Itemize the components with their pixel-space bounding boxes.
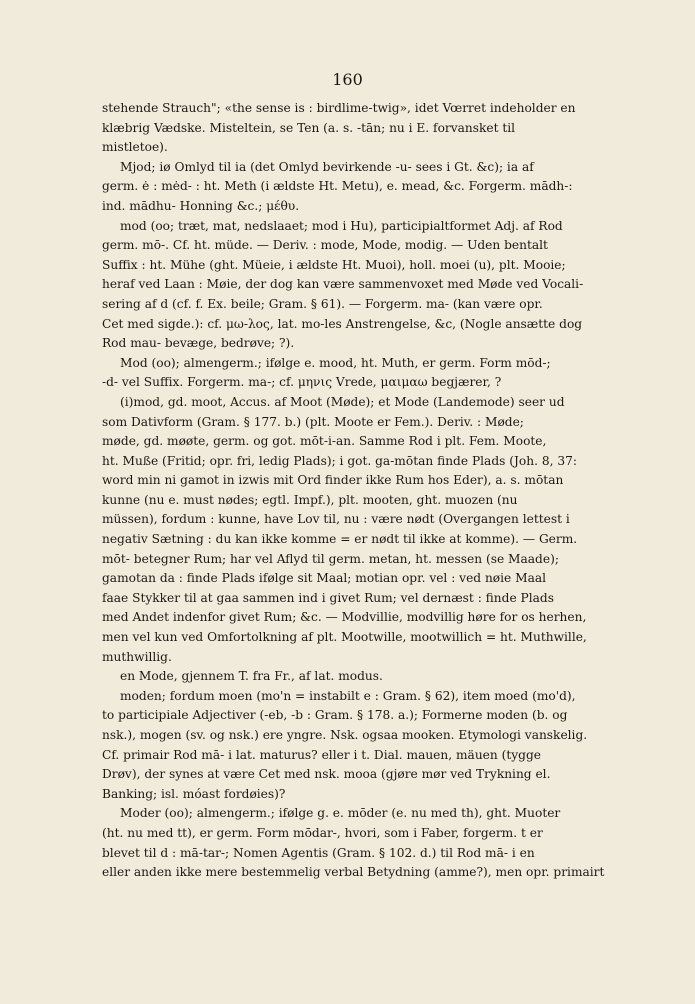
text-line: negativ Sætning : du kan ikke komme = er nødt til ikke at komme). — Germ. (102, 532, 578, 547)
text-line: heraf ved Laan : Møie, der dog kan være sammenvoxet med Møde ved Vocali- (102, 277, 584, 292)
text-line: klæbrig Vædske. Misteltein, se Ten (a. s. -tān; nu i E. forvansket til (102, 120, 516, 135)
text-line: (ht. nu med tt), er germ. Form mōdar-, hvori, som i Faber, forgerm. t er (102, 825, 543, 840)
text-body (102, 99, 648, 883)
text-line: to participiale Adjectiver (-eb, -b : Gram. § 178. a.); Formerne moden (b. og (102, 708, 568, 723)
text-line: Mod (oo); almengerm.; ifølge e. mood, ht. Muth, er germ. Form mōd-; (120, 355, 551, 370)
text-line: müssen), fordum : kunne, have Lov til, nu : være nødt (Overgangen lettest i (102, 512, 570, 527)
text-line: (i)mod, gd. moot, Accus. af Moot (Møde); et Mode (Landemode) seer ud (120, 394, 565, 409)
text-line: men vel kun ved Omfortolkning af plt. Mootwille, mootwillich = ht. Muthwille, (102, 630, 587, 645)
text-line: Banking; isl. móast fordøies)? (102, 786, 286, 801)
text-line: faae Stykker til at gaa sammen ind i givet Rum; vel dernæst : finde Plads (102, 590, 554, 605)
text-line: mōt- betegner Rum; har vel Aflyd til germ. metan, ht. messen (se Maade); (102, 551, 559, 566)
text-line: word min ni gamot in izwis mit Ord finder ikke Rum hos Eder), a. s. mōtan (102, 473, 564, 488)
text-line: Suffix : ht. Mühe (ght. Müeie, i ældste Ht. Muoi), holl. moei (u), plt. Mooie; (102, 257, 566, 272)
text-line: germ. ė : mėd- : ht. Meth (i ældste Ht. Metu), e. mead, &c. Forgerm. mādh-: (102, 179, 573, 194)
text-line: møde, gd. møøte, germ. og got. mōt-i-an. Samme Rod i plt. Fem. Moote, (102, 434, 547, 449)
text-line: Mjod; iø Omlyd til ia (det Omlyd bevirkende -u- sees i Gt. &c); ia af (120, 159, 534, 174)
text-line: nsk.), mogen (sv. og nsk.) ere yngre. Nsk. ogsaa mooken. Etymologi vanskelig. (102, 728, 588, 742)
text-line: gamotan da : finde Plads ifølge sit Maal; motian opr. vel : ved nøie Maal (102, 571, 547, 586)
text-line: ht. Muße (Fritid; opr. fri, ledig Plads); i got. ga-mōtan finde Plads (Joh. 8, 37: (102, 453, 577, 468)
text-line: med Andet indenfor givet Rum; &c. — Modvillie, modvillig høre for os herhen, (102, 610, 587, 625)
text-line: germ. mō-. Cf. ht. müde. — Deriv. : mode, Mode, modig. — Uden bentalt (102, 238, 548, 253)
text-line: som Dativform (Gram. § 177. b.) (plt. Moote er Fem.). Deriv. : Møde; (102, 414, 524, 429)
text-line: Cet med sigde.): cf. μω-λος, lat. mo-les Anstrengelse, &c, (Nogle ansætte dog (102, 316, 583, 331)
text-line: stehende Strauch"; «the sense is : birdlime-twig», idet Vœrret indeholder en (102, 101, 576, 115)
text-line: mistletoe). (102, 140, 168, 155)
text-line: en Mode, gjennem T. fra Fr., af lat. modus. (120, 669, 383, 684)
text-line: Drøv), der synes at være Cet med nsk. mooa (gjøre mør ved Trykning el. (102, 767, 551, 782)
text-line: blevet til d : mā-tar-; Nomen Agentis (Gram. § 102. d.) til Rod mā- i en (102, 845, 535, 860)
text-line: kunne (nu e. must nødes; egtl. Impf.), plt. mooten, ght. muozen (nu (102, 492, 518, 507)
text-line: muthwillig. (102, 649, 172, 664)
text-line: eller anden ikke mere bestemmelig verbal Betydning (amme?), men opr. primairt (102, 865, 605, 880)
text-line: Rod mau- bevæge, bedrøve; ?). (102, 336, 295, 351)
text-line: ind. mādhu- Honning &c.; μέθυ. (102, 198, 300, 213)
text-line: -d- vel Suffix. Forgerm. ma-; cf. μηνις Vrede, μαιμαω begjærer, ? (102, 375, 502, 390)
text-line: mod (oo; træt, mat, nedslaaet; mod i Hu), participialtformet Adj. af Rod (120, 218, 563, 233)
text-line: sering af d (cf. f. Ex. beile; Gram. § 61). — Forgerm. ma- (kan være opr. (102, 296, 543, 311)
text-line: Moder (oo); almengerm.; ifølge g. e. mōder (e. nu med th), ght. Muoter (120, 806, 561, 821)
text-line: Cf. primair Rod mā- i lat. maturus? eller i t. Dial. mauen, mäuen (tygge (102, 747, 541, 762)
text-line: moden; fordum moen (mo'n = instabilt e : Gram. § 62), item moed (mo'd), (120, 688, 576, 703)
page-number: 160 (332, 70, 363, 89)
